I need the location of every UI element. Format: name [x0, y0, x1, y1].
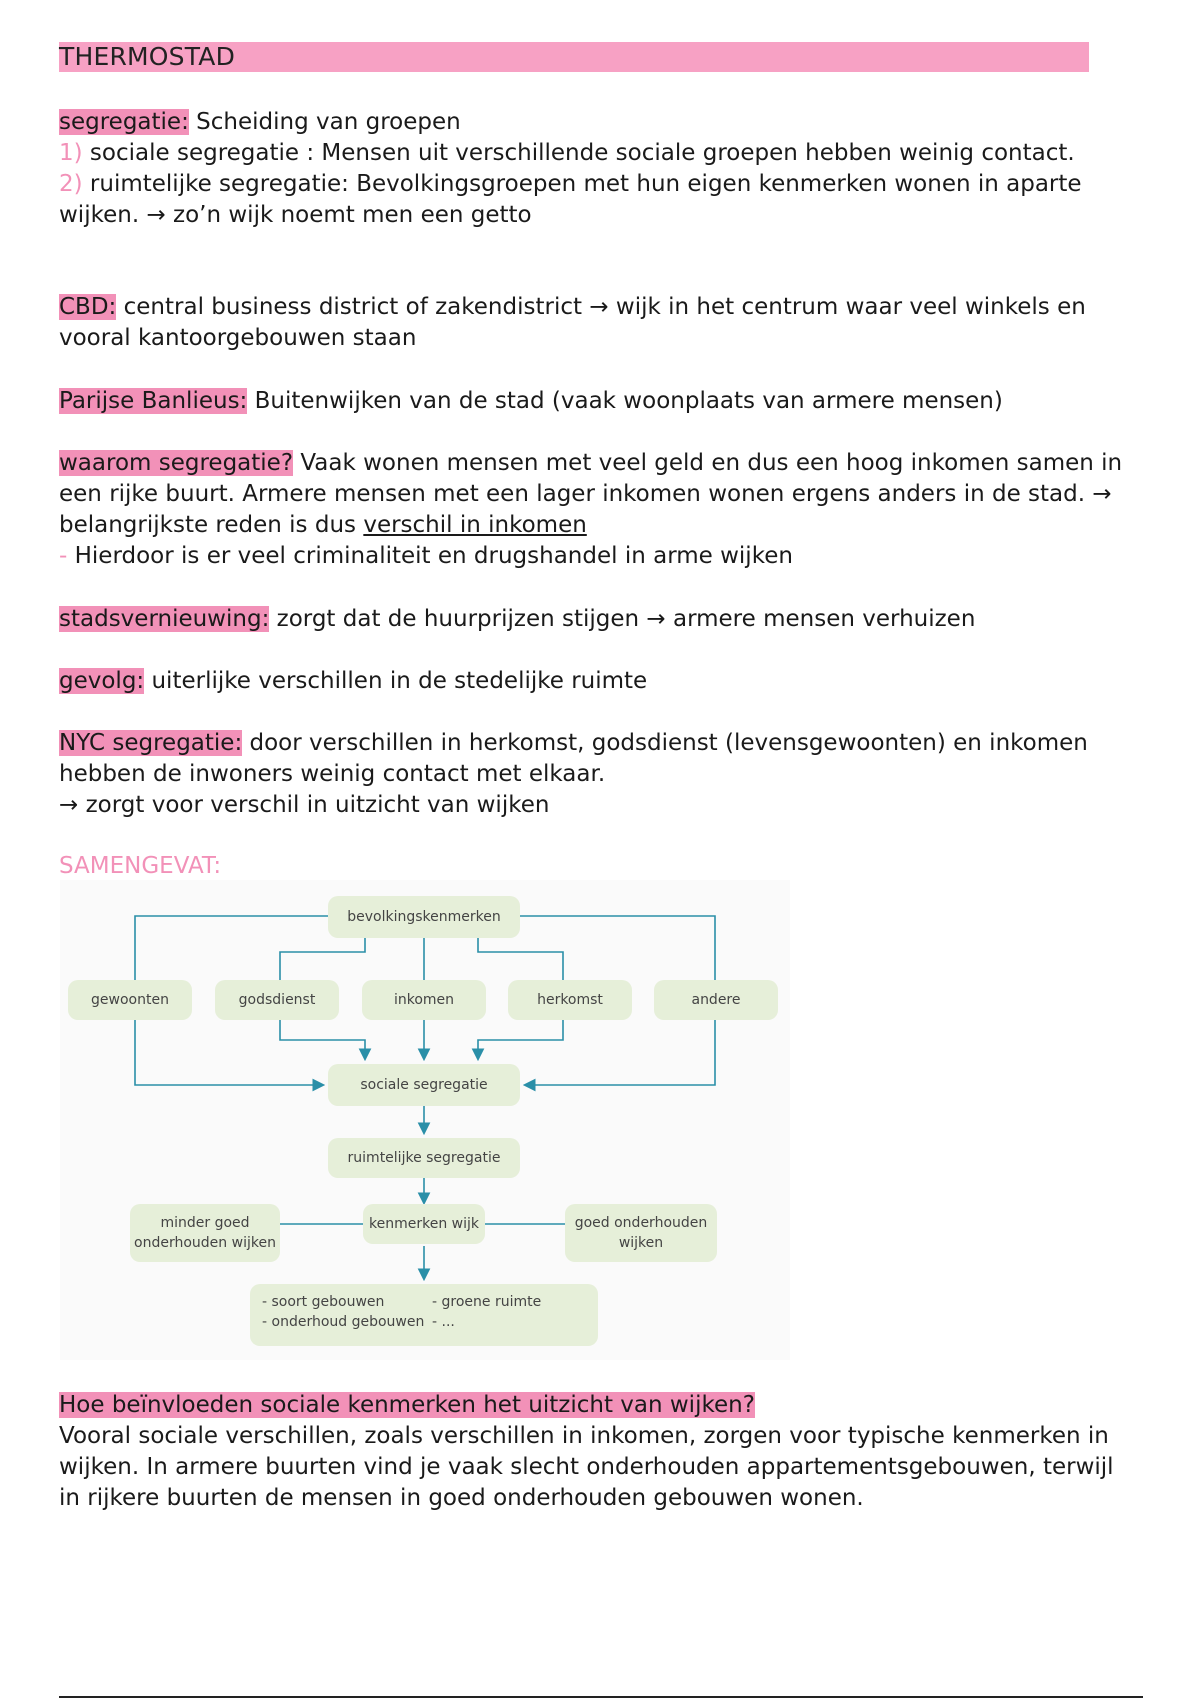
segregatie-paragraph [59, 107, 1139, 231]
node-goed-onderhouden [565, 1204, 717, 1262]
list-ellipsis: - ... [432, 1314, 455, 1330]
nyc-line2: → zorgt voor verschil in uitzicht van wijken [59, 792, 550, 818]
line-top-right [520, 916, 715, 980]
list-column-right [432, 1292, 541, 1332]
banlieus-text: Buitenwijken van de stad (vaak woonplaats van armere mensen) [247, 388, 1003, 414]
line-to-herkomst [478, 938, 563, 980]
term-banlieus: Parijse Banlieus: [59, 388, 248, 414]
node-gewoonten: gewoonten [68, 980, 192, 1020]
nyc-text: door verschillen in herkomst, godsdienst (levensgewoonten) en inkomen hebben de inwoners weinig contact met elkaar. [59, 730, 1088, 787]
node-herkomst: herkomst [508, 980, 632, 1020]
samengevat-heading: SAMENGEVAT: [59, 853, 222, 879]
minder-goed-line2: onderhouden wijken [134, 1235, 276, 1251]
dash-bullet: - [59, 543, 68, 569]
node-bevolkingskenmerken: bevolkingskenmerken [328, 896, 520, 938]
cbd-paragraph [59, 292, 1139, 354]
page-title: THERMOSTAD [59, 42, 1089, 72]
waarom-line2: Hierdoor is er veel criminaliteit en drugshandel in arme wijken [67, 543, 793, 569]
stadsvernieuwing-text: zorgt dat de huurprijzen stijgen → armere mensen verhuizen [269, 606, 976, 632]
list-groene-ruimte: - groene ruimte [432, 1294, 542, 1310]
list-column-left [262, 1292, 432, 1332]
line-to-godsdienst [280, 938, 365, 980]
node-minder-goed-onderhouden [130, 1204, 280, 1262]
ruimtelijke-segregatie-text: ruimtelijke segregatie: Bevolkingsgroepen met hun eigen kenmerken wonen in aparte wijken. → zo’n wijk noemt men een getto [59, 171, 1082, 228]
term-gevolg: gevolg: [59, 668, 145, 694]
goed-line1: goed onderhouden [574, 1215, 708, 1231]
bottom-divider [59, 1696, 1143, 1698]
term-waarom-segregatie: waarom segregatie? [59, 450, 294, 476]
node-andere: andere [654, 980, 778, 1020]
list-onderhoud-gebouwen: - onderhoud gebouwen [262, 1314, 425, 1330]
term-segregatie: segregatie: [59, 109, 189, 135]
gevolg-paragraph [59, 666, 1139, 697]
verschil-in-inkomen: verschil in inkomen [363, 512, 587, 538]
node-inkomen: inkomen [362, 980, 486, 1020]
item-number-2: 2) [59, 171, 83, 197]
list-soort-gebouwen: - soort gebouwen [262, 1294, 385, 1310]
line-herkomst-to-sociale [478, 1020, 563, 1058]
line-godsdienst-to-sociale [280, 1020, 365, 1058]
term-stadsvernieuwing: stadsvernieuwing: [59, 606, 270, 632]
node-kenmerken-list [250, 1284, 598, 1346]
waarom-text: Vaak wonen mensen met veel geld en dus een hoog inkomen samen in een rijke buurt. Armere mensen met een lager inkomen wonen ergens anders in de stad. → belangrijkste reden is dus [59, 450, 1123, 538]
line-top-left [135, 916, 328, 980]
question-section [59, 1390, 1139, 1514]
segregation-diagram [60, 880, 790, 1360]
cbd-text: central business district of zakendistrict → wijk in het centrum waar veel winkels en vooral kantoorgebouwen staan [59, 294, 1086, 351]
segregatie-definition: Scheiding van groepen [188, 109, 461, 135]
node-ruimtelijke-segregatie: ruimtelijke segregatie [328, 1138, 520, 1178]
sociale-segregatie-text: sociale segregatie : Mensen uit verschillende sociale groepen hebben weinig contact. [82, 140, 1075, 166]
nyc-paragraph [59, 728, 1139, 821]
question-heading: Hoe beïnvloeden sociale kenmerken het uitzicht van wijken? [59, 1392, 755, 1418]
gevolg-text: uiterlijke verschillen in de stedelijke ruimte [144, 668, 648, 694]
goed-line2: wijken [618, 1235, 664, 1251]
term-cbd: CBD: [59, 294, 117, 320]
term-nyc-segregatie: NYC segregatie: [59, 730, 243, 756]
line-andere-to-sociale [526, 1020, 715, 1085]
item-number-1: 1) [59, 140, 83, 166]
node-sociale-segregatie: sociale segregatie [328, 1064, 520, 1106]
banlieus-paragraph [59, 386, 1139, 417]
node-kenmerken-wijk: kenmerken wijk [363, 1204, 485, 1244]
node-godsdienst: godsdienst [215, 980, 339, 1020]
minder-goed-line1: minder goed [160, 1215, 250, 1231]
stadsvernieuwing-paragraph [59, 604, 1139, 635]
waarom-paragraph [59, 448, 1139, 572]
question-answer: Vooral sociale verschillen, zoals verschillen in inkomen, zorgen voor typische kenmerken in wijken. In armere buurten vind je vaak slecht onderhouden appartementsgebouwen, terwijl in rijkere buurten de mensen in goed onderhouden gebouwen wonen. [59, 1423, 1114, 1511]
line-gewoonten-to-sociale [135, 1020, 322, 1085]
